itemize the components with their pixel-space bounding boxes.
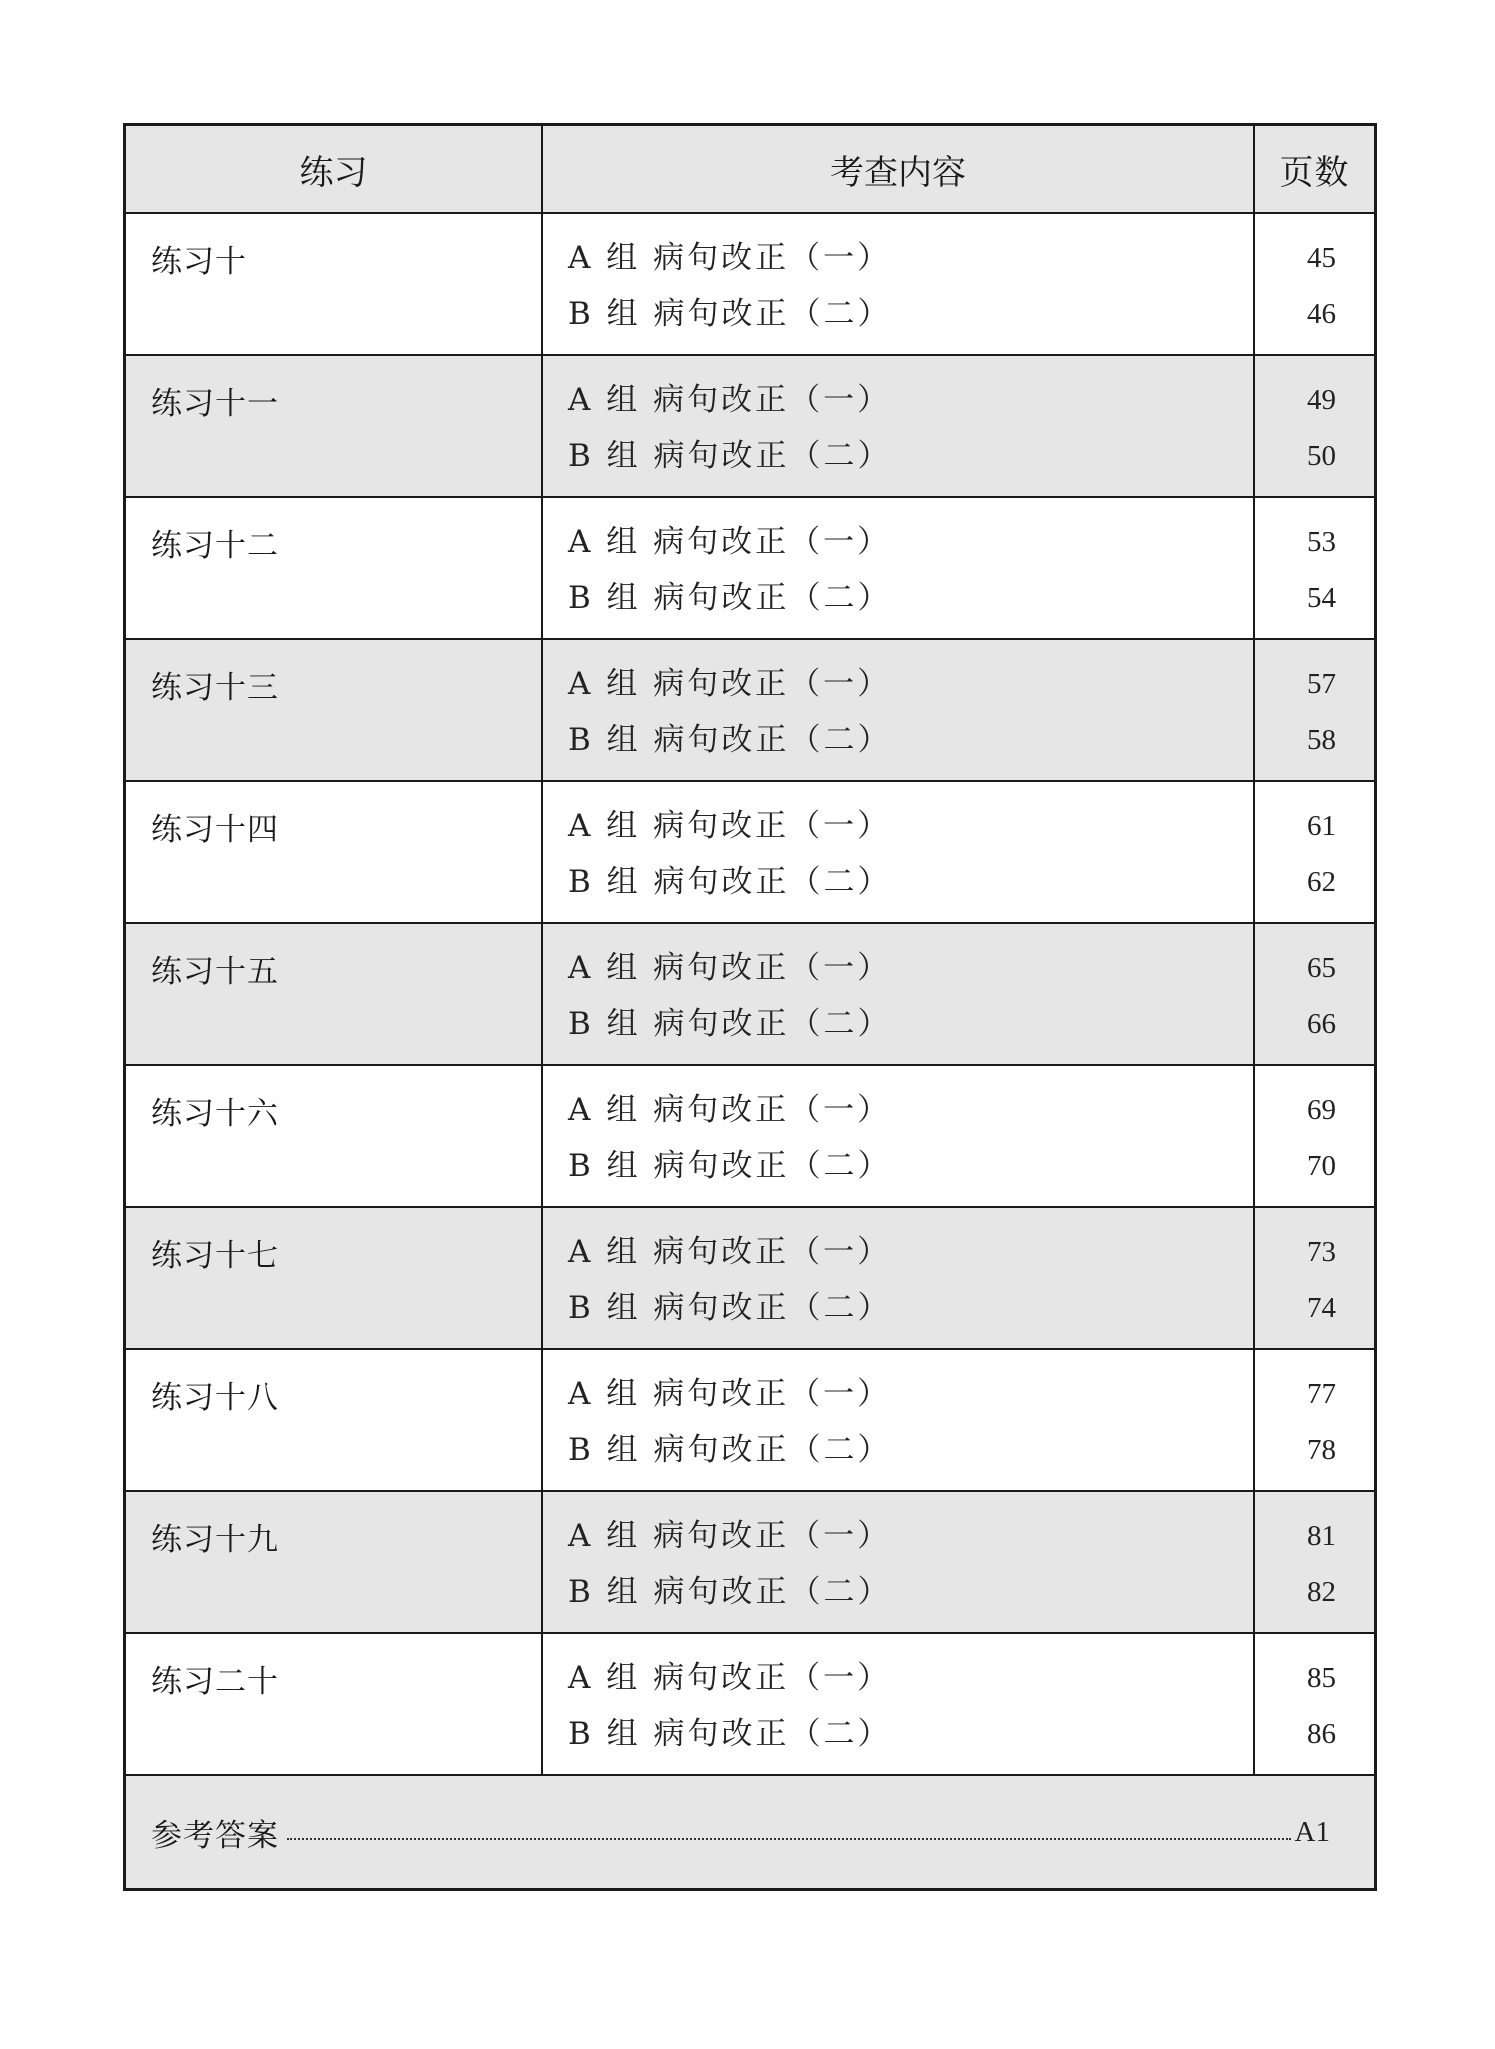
exercise-pages: [1255, 924, 1374, 1066]
table-of-contents: [123, 123, 1377, 1891]
page-number-a: 69: [1307, 1094, 1336, 1126]
exercise-topics: [543, 1350, 1255, 1492]
exercise-topics: [543, 1634, 1255, 1776]
exercise-topics: [543, 498, 1255, 640]
page-number-b: 78: [1307, 1434, 1336, 1466]
page-number-b: 86: [1307, 1718, 1336, 1750]
exercise-name[interactable]: 练习十二: [126, 498, 543, 640]
topic-group-a[interactable]: A 组 病句改正（一）: [568, 240, 892, 276]
topic-group-b[interactable]: B 组 病句改正（二）: [568, 864, 892, 900]
page-number-a: 45: [1307, 242, 1336, 274]
exercise-name[interactable]: 练习二十: [126, 1634, 543, 1776]
page-number-b: 58: [1307, 724, 1336, 756]
dot-leader: [287, 1838, 1291, 1840]
exercise-topics: [543, 356, 1255, 498]
answer-key-row[interactable]: [126, 1776, 1374, 1888]
exercise-topics: [543, 1066, 1255, 1208]
topic-group-a[interactable]: A 组 病句改正（一）: [568, 1092, 892, 1128]
topic-group-a[interactable]: A 组 病句改正（一）: [568, 1376, 892, 1412]
page-number-a: 53: [1307, 526, 1336, 558]
exercise-name[interactable]: 练习十三: [126, 640, 543, 782]
exercise-pages: [1255, 498, 1374, 640]
topic-group-b[interactable]: B 组 病句改正（二）: [568, 296, 892, 332]
exercise-pages: [1255, 214, 1374, 356]
topic-group-a[interactable]: A 组 病句改正（一）: [568, 1518, 892, 1554]
topic-group-a[interactable]: A 组 病句改正（一）: [568, 666, 892, 702]
exercise-pages: [1255, 640, 1374, 782]
page-number-b: 82: [1307, 1576, 1336, 1608]
exercise-pages: [1255, 1492, 1374, 1634]
exercise-pages: [1255, 356, 1374, 498]
exercise-name[interactable]: 练习十: [126, 214, 543, 356]
topic-group-b[interactable]: B 组 病句改正（二）: [568, 1006, 892, 1042]
exercise-pages: [1255, 1634, 1374, 1776]
exercise-topics: [543, 924, 1255, 1066]
answer-key-page: A1: [1294, 1815, 1330, 1848]
topic-group-b[interactable]: B 组 病句改正（二）: [568, 1148, 892, 1184]
topic-group-b[interactable]: B 组 病句改正（二）: [568, 438, 892, 474]
exercise-name[interactable]: 练习十五: [126, 924, 543, 1066]
exercise-name[interactable]: 练习十六: [126, 1066, 543, 1208]
exercise-pages: [1255, 782, 1374, 924]
exercise-topics: [543, 1208, 1255, 1350]
page-number-a: 73: [1307, 1236, 1336, 1268]
topic-group-a[interactable]: A 组 病句改正（一）: [568, 382, 892, 418]
exercise-name[interactable]: 练习十九: [126, 1492, 543, 1634]
page-number-a: 57: [1307, 668, 1336, 700]
exercise-name[interactable]: 练习十八: [126, 1350, 543, 1492]
header-exercise: 练习: [126, 126, 543, 214]
topic-group-a[interactable]: A 组 病句改正（一）: [568, 950, 892, 986]
topic-group-b[interactable]: B 组 病句改正（二）: [568, 1574, 892, 1610]
topic-group-a[interactable]: A 组 病句改正（一）: [568, 808, 892, 844]
exercise-name[interactable]: 练习十四: [126, 782, 543, 924]
header-content: 考查内容: [543, 126, 1255, 214]
page-number-b: 46: [1307, 298, 1336, 330]
topic-group-b[interactable]: B 组 病句改正（二）: [568, 1290, 892, 1326]
exercise-pages: [1255, 1066, 1374, 1208]
page-number-b: 66: [1307, 1008, 1336, 1040]
topic-group-a[interactable]: A 组 病句改正（一）: [568, 524, 892, 560]
page-number-a: 61: [1307, 810, 1336, 842]
header-pages: 页数: [1255, 126, 1374, 214]
page-number-a: 85: [1307, 1662, 1336, 1694]
answer-key-label: 参考答案: [151, 1817, 279, 1854]
topic-group-a[interactable]: A 组 病句改正（一）: [568, 1660, 892, 1696]
page-number-b: 74: [1307, 1292, 1336, 1324]
exercise-name[interactable]: 练习十七: [126, 1208, 543, 1350]
exercise-pages: [1255, 1350, 1374, 1492]
exercise-topics: [543, 640, 1255, 782]
page-number-b: 54: [1307, 582, 1336, 614]
exercise-name[interactable]: 练习十一: [126, 356, 543, 498]
topic-group-b[interactable]: B 组 病句改正（二）: [568, 1432, 892, 1468]
page-number-a: 65: [1307, 952, 1336, 984]
topic-group-b[interactable]: B 组 病句改正（二）: [568, 1716, 892, 1752]
page-number-a: 81: [1307, 1520, 1336, 1552]
topic-group-a[interactable]: A 组 病句改正（一）: [568, 1234, 892, 1270]
exercise-topics: [543, 782, 1255, 924]
page-number-a: 49: [1307, 384, 1336, 416]
page-number-a: 77: [1307, 1378, 1336, 1410]
topic-group-b[interactable]: B 组 病句改正（二）: [568, 580, 892, 616]
page-number-b: 62: [1307, 866, 1336, 898]
page-number-b: 70: [1307, 1150, 1336, 1182]
exercise-topics: [543, 1492, 1255, 1634]
page-number-b: 50: [1307, 440, 1336, 472]
topic-group-b[interactable]: B 组 病句改正（二）: [568, 722, 892, 758]
exercise-pages: [1255, 1208, 1374, 1350]
exercise-topics: [543, 214, 1255, 356]
